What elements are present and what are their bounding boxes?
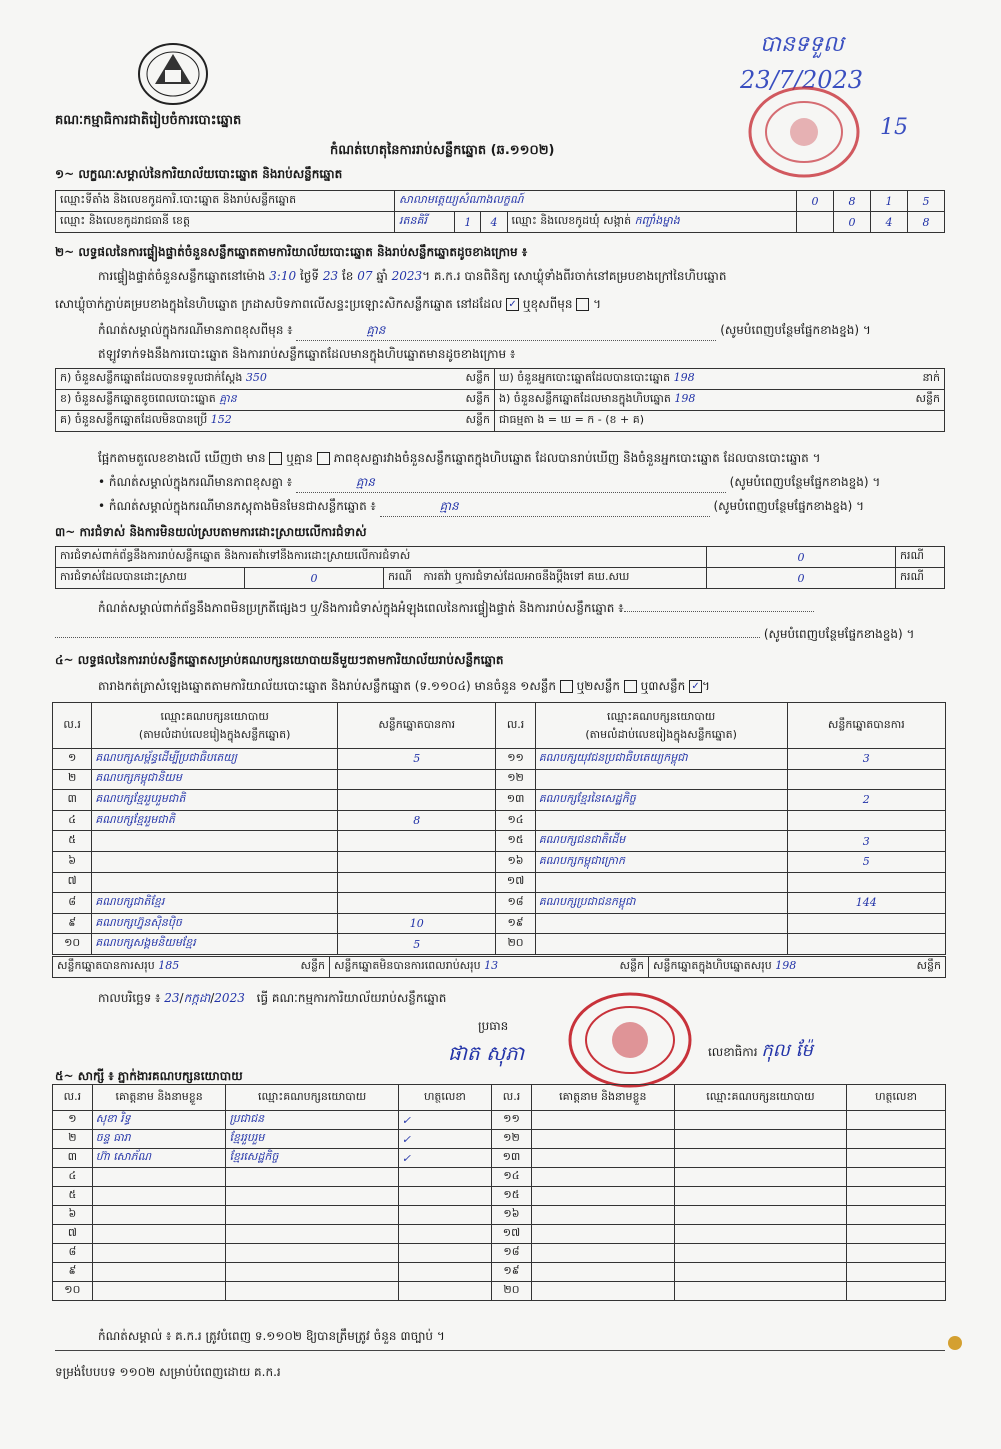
witness-signature	[398, 1187, 491, 1206]
witness-signature: ✓	[398, 1130, 491, 1149]
formula: ជាធម្មតា ង = ឃ = ក - (ខ + គ)	[495, 411, 945, 432]
objections-label: ការជំទាស់ពាក់ព័ន្ធនឹងការរាប់សន្លឹកឆ្នោត និងការតវ៉ាទៅនឹងការដោះស្រាយលើការជំទាស់	[56, 547, 707, 568]
witness-signature	[847, 1263, 946, 1282]
witness-party	[674, 1225, 846, 1244]
witness-row	[53, 1187, 946, 1206]
location-table	[55, 190, 945, 233]
result-no: ៦	[53, 851, 92, 872]
objections-count: 0	[707, 547, 896, 568]
loc-code-2: 8	[834, 191, 871, 212]
witness-name	[531, 1225, 674, 1244]
witness-name	[531, 1130, 674, 1149]
result-no: ១៦	[496, 851, 535, 872]
witness-no: ៤	[53, 1168, 93, 1187]
secretary-block: លេខាធិការ កុល ម៉ែ	[708, 1040, 813, 1061]
result-votes	[338, 851, 496, 872]
result-party	[535, 934, 787, 955]
results-row	[53, 790, 946, 811]
resolved-label: ការជំទាស់ដែលបានដោះស្រាយ	[56, 568, 245, 589]
witness-name	[531, 1282, 674, 1301]
sheet-count-line: តារាងកត់ត្រាសំឡេងឆ្នោតតាមការិយាល័យបោះឆ្នោត និងរាប់សន្លឹកឆ្នោត (ទ.១១០៤) មានចំនួន ១សន្លឹក ឬ២សន្លឹក ឬ៣សន្លឹក ✓ ។	[98, 679, 710, 693]
witness-signature	[847, 1111, 946, 1130]
result-votes	[787, 872, 945, 893]
witness-no: ១៧	[492, 1225, 532, 1244]
result-no: ១៣	[496, 790, 535, 811]
result-no: ២០	[496, 934, 535, 955]
witness-no: ១៨	[492, 1244, 532, 1263]
unchanged-checkbox[interactable]: ✓	[506, 298, 519, 311]
witness-party	[226, 1168, 398, 1187]
result-no: ១៧	[496, 872, 535, 893]
footnote: កំណត់សម្គាល់ ៖ គ.ក.រ ត្រូវបំពេញ ទ.១១០២ ឱ្យបានត្រឹមត្រូវ ចំនួន ៣ច្បាប់ ។	[98, 1329, 445, 1343]
witness-party	[674, 1149, 846, 1168]
appeal-label: ការតវ៉ា ឬការជំទាស់ដែលអាចនឹងប្តឹងទៅ គឃ.សឃ	[423, 570, 630, 583]
total-in-box: 198	[775, 959, 797, 972]
result-votes: 5	[338, 934, 496, 955]
voters-count: 198	[673, 371, 695, 384]
witness-row	[53, 1282, 946, 1301]
result-no: ១១	[496, 749, 535, 770]
objections-table: ការជំទាស់ពាក់ព័ន្ធនឹងការរាប់សន្លឹកឆ្នោត និងការតវ៉ាទៅនឹងការដោះស្រាយលើការជំទាស់ 0 ករណី ការជំទាស់ដែលបានដោះស្រាយ 0 ករណី ការតវ៉ា ឬការជំទាស់ដែលអាចនឹងប្តឹងទៅ គឃ.សឃ 0 ករណី	[55, 546, 945, 589]
bullet-note-2: • កំណត់សម្គាល់ក្នុងករណីមានភស្តុតាងមិនមែនជាសន្លឹកឆ្នោត ៖ គ្មាន (សូមបំពេញបន្ថែមផ្នែកខាងខ្នង) ។	[98, 498, 864, 517]
result-no: ១៤	[496, 810, 535, 831]
witness-signature	[847, 1244, 946, 1263]
counts-intro: ឥឡូវទាក់ទងនឹងការបោះឆ្នោត និងការរាប់សន្លឹកឆ្នោតដែលមានក្នុងហិបឆ្នោតមានដូចខាងក្រោម ៖	[98, 347, 516, 361]
received-ballots: 350	[245, 371, 267, 384]
resolved-count: 0	[245, 568, 384, 589]
witness-no: ២	[53, 1130, 93, 1149]
witness-party	[674, 1263, 846, 1282]
result-party: គណបក្សហ្វ៊ុនស៊ិនប៉ិច	[92, 913, 338, 934]
results-row	[53, 913, 946, 934]
witness-party	[674, 1187, 846, 1206]
witness-party: ប្រជាជន	[226, 1111, 398, 1130]
witness-table: ល.រ គោត្តនាម និងនាមខ្លួន ឈ្មោះគណបក្សនយោបាយ ហត្ថលេខា ល.រ គោត្តនាម និងនាមខ្លួន ឈ្មោះគណបក្សនយោបាយ ហត្ថលេខា ១ សុខា រិទ្ធ ប្រជាជន ✓ ១១ ២ ចន្ទ ធារា ខ្មែររួបរួម ✓ ១២ ៣ ហ៊ា សោភ័ណ ខ្មែរសេដ្ឋកិច្ច ✓ ១៣ ៤ ១៤ ៥ ១៥ ៦ ១៦ ៧ ១៧ ៨ ១៨ ៩ ១៩ ១០ ២០	[52, 1084, 946, 1301]
witness-signature	[847, 1282, 946, 1301]
witness-name	[92, 1168, 226, 1187]
witness-name	[531, 1149, 674, 1168]
received-date: 23/7/2023	[740, 66, 864, 94]
result-votes	[787, 769, 945, 790]
commune-value: កញ្ចាំងម្នាង	[634, 214, 680, 227]
result-party	[92, 851, 338, 872]
witness-party	[674, 1130, 846, 1149]
results-row	[53, 872, 946, 893]
witness-signature	[398, 1263, 491, 1282]
result-votes: 8	[338, 810, 496, 831]
witness-signature: ✓	[398, 1111, 491, 1130]
commune-code-2: 4	[871, 212, 908, 233]
irregularity-note-line2: (សូមបំពេញបន្ថែមផ្នែកខាងខ្នង) ។	[55, 626, 914, 644]
witness-no: ១៩	[492, 1263, 532, 1282]
result-votes	[787, 934, 945, 955]
results-row	[53, 749, 946, 770]
result-votes	[338, 790, 496, 811]
result-votes: 2	[787, 790, 945, 811]
province-value: រតនគិរី	[395, 212, 455, 233]
bullet-note-1: • កំណត់សម្គាល់ក្នុងករណីមានភាពខុសគ្នា ៖ គ្មាន (សូមបំពេញបន្ថែមផ្នែកខាងខ្នង) ។	[98, 474, 880, 493]
witness-no: ៦	[53, 1206, 93, 1225]
spoiled-ballots: គ្មាន	[219, 392, 237, 405]
result-votes	[338, 831, 496, 852]
one-sheet-checkbox[interactable]	[560, 680, 573, 693]
witness-signature	[398, 1225, 491, 1244]
witness-row	[53, 1111, 946, 1130]
witness-name	[531, 1206, 674, 1225]
counts-table: ក) ចំនួនសន្លឹកឆ្នោតដែលបានទទួលជាក់ស្តែង 350 សន្លឹក ឃ) ចំនួនអ្នកបោះឆ្នោតដែលបានបោះឆ្នោត 198 នាក់ ខ) ចំនួនសន្លឹកឆ្នោតខូចពេលបោះឆ្នោត គ្មាន សន្លឹក ង) ចំនួនសន្លឹកឆ្នោតដែលមានក្នុងហិបឆ្នោត 198 សន្លឹក គ) ចំនួនសន្លឹកឆ្នោតដែលមិនបានប្រើ 152 សន្លឹក ជាធម្មតា ង = ឃ = ក - (ខ + គ)	[55, 368, 945, 432]
witness-no: ៩	[53, 1263, 93, 1282]
witness-name	[92, 1263, 226, 1282]
witness-row	[53, 1225, 946, 1244]
commune-label: ឈ្មោះ និងលេខកូដឃុំ សង្កាត់	[511, 214, 632, 227]
result-votes: 10	[338, 913, 496, 934]
witness-name	[92, 1187, 226, 1206]
lock-line: សោឃ្លុំចាក់ភ្ជាប់គម្របខាងក្នុងនៃហិបឆ្នោត ក្រដាសបិទភាពលើសន្ទះប្រឡោះសិកសន្លឹកឆ្នោត នៅដដែល ✓ ឬខុសពីមុន ។	[55, 297, 601, 311]
witness-no: ៣	[53, 1149, 93, 1168]
result-no: ២	[53, 769, 92, 790]
nec-emblem	[135, 40, 211, 108]
witness-name	[531, 1168, 674, 1187]
section-2-title: ២~ លទ្ធផលនៃការផ្ទៀងផ្ទាត់ចំនួនសន្លឹកឆ្នោតតាមការិយាល័យបោះឆ្នោត និងរាប់សន្លឹកឆ្នោតដូចខាងក្រោម ៖	[55, 245, 528, 259]
result-votes	[787, 913, 945, 934]
result-no: ១៩	[496, 913, 535, 934]
result-no: ៨	[53, 893, 92, 914]
witness-signature	[398, 1206, 491, 1225]
result-party: គណបក្សសម្ព័ន្ធដើម្បីប្រជាធិបតេយ្យ	[92, 749, 338, 770]
verification-line: ការផ្ទៀងផ្ទាត់ចំនួនសន្លឹកឆ្នោតនៅម៉ោង 3:10 ថ្ងៃទី 23 ខែ 07 ឆ្នាំ 2023។ គ.ក.រ បានពិនិត្យ សោឃ្លុំទាំងពីរចាក់នៅគម្របខាងក្រៅនៃហិបឆ្នោត	[98, 269, 727, 283]
results-row	[53, 851, 946, 872]
witness-row	[53, 1130, 946, 1149]
bullet-note-1-value: គ្មាន	[355, 475, 375, 489]
results-row	[53, 831, 946, 852]
witness-signature	[847, 1168, 946, 1187]
result-votes: 3	[787, 749, 945, 770]
witness-signature	[847, 1149, 946, 1168]
loc-code-1: 0	[797, 191, 834, 212]
result-votes: 5	[787, 851, 945, 872]
section-5-title: ៥~ សាក្សី ៖ ភ្នាក់ងារគណបក្សនយោបាយ	[55, 1069, 243, 1083]
org-name: គណៈកម្មាធិការជាតិរៀបចំការបោះឆ្នោត	[55, 113, 242, 128]
witness-party	[226, 1225, 398, 1244]
verify-year: 2023	[391, 269, 423, 283]
loc-code-3: 1	[871, 191, 908, 212]
witness-party	[226, 1206, 398, 1225]
changed-checkbox[interactable]	[576, 298, 589, 311]
witness-no: ១៦	[492, 1206, 532, 1225]
witness-party: ខ្មែររួបរួម	[226, 1130, 398, 1149]
result-no: ៣	[53, 790, 92, 811]
totals-table: សន្លឹកឆ្នោតបានការសរុប 185 សន្លឹក សន្លឹកឆ្នោតមិនបានការពេលរាប់សរុប 13 សន្លឹក សន្លឹកឆ្នោតក្នុងហិបឆ្នោតសរុប 198 សន្លឹក	[52, 956, 946, 978]
verify-day: 23	[322, 269, 339, 283]
witness-name	[531, 1244, 674, 1263]
commune-code-1: 0	[834, 212, 871, 233]
witness-party	[674, 1244, 846, 1263]
result-party: គណបក្សជនជាតិដើម	[535, 831, 787, 852]
witness-party	[674, 1168, 846, 1187]
witness-name	[92, 1225, 226, 1244]
signing-date: កាលបរិច្ឆេទ ៖ 23/កក្កដា/2023 ធ្វើ គណៈកម្មការការិយាល័យរាប់សន្លឹកឆ្នោត	[98, 991, 447, 1005]
witness-no: ៨	[53, 1244, 93, 1263]
witness-party	[674, 1206, 846, 1225]
result-votes: 144	[787, 893, 945, 914]
witness-no: ១៣	[492, 1149, 532, 1168]
result-votes	[338, 769, 496, 790]
result-party: គណបក្សយុវជនប្រជាធិបតេយ្យកម្ពុជា	[535, 749, 787, 770]
province-label: ឈ្មោះ និងលេខកូដរាជធានី ខេត្ត	[60, 214, 190, 227]
result-votes: 3	[787, 831, 945, 852]
result-no: ៤	[53, 810, 92, 831]
witness-signature	[847, 1225, 946, 1244]
result-party: គណបក្សប្រជាជនកម្ពុជា	[535, 893, 787, 914]
witness-name	[92, 1244, 226, 1263]
witness-signature: ✓	[398, 1149, 491, 1168]
witness-no: ៥	[53, 1187, 93, 1206]
result-no: ៩	[53, 913, 92, 934]
witness-no: ២០	[492, 1282, 532, 1301]
location-value: សាលាមត្តេយ្យសំណាងលក្ខណ៍	[395, 191, 797, 212]
result-no: ១៥	[496, 831, 535, 852]
binding-hole	[948, 1336, 962, 1350]
witness-name: សុខា រិទ្ធ	[92, 1111, 226, 1130]
result-party: គណបក្សជាតិខ្មែរ	[92, 893, 338, 914]
witness-party	[226, 1187, 398, 1206]
witness-no: ១២	[492, 1130, 532, 1149]
chair-label: ប្រធាន	[478, 1019, 509, 1033]
witness-signature	[398, 1282, 491, 1301]
result-votes	[338, 893, 496, 914]
secretary-signature: កុល ម៉ែ	[761, 1040, 813, 1061]
witness-name: ចន្ទ ធារា	[92, 1130, 226, 1149]
two-sheets-checkbox[interactable]	[624, 680, 637, 693]
result-votes	[338, 872, 496, 893]
ballots-in-box: 198	[674, 392, 696, 405]
witness-signature	[847, 1130, 946, 1149]
results-row	[53, 810, 946, 831]
section-1-title: ១~ លក្ខណៈសម្គាល់នៃការិយាល័យបោះឆ្នោត និងរាប់សន្លឹកឆ្នោត	[55, 167, 343, 181]
prov-code-2: 4	[481, 212, 507, 233]
witness-row	[53, 1168, 946, 1187]
verify-month: 07	[357, 269, 373, 283]
witness-row	[53, 1244, 946, 1263]
loc-code-4: 5	[908, 191, 945, 212]
witness-signature	[847, 1187, 946, 1206]
result-party	[535, 913, 787, 934]
result-party	[92, 831, 338, 852]
witness-party	[226, 1244, 398, 1263]
result-party: គណបក្សខ្មែររួមជាតិ	[92, 810, 338, 831]
witness-name	[531, 1263, 674, 1282]
location-label: ឈ្មោះទីតាំង និងលេខកូដការិ.បោះឆ្នោត និងរាប់សន្លឹកឆ្នោត	[56, 191, 395, 212]
committee-stamp	[566, 990, 694, 1090]
result-party: គណបក្សកម្ពុជានិយម	[92, 769, 338, 790]
result-votes	[787, 810, 945, 831]
witness-row	[53, 1206, 946, 1225]
witness-name	[92, 1206, 226, 1225]
witness-name	[531, 1111, 674, 1130]
received-time: 15	[880, 115, 908, 140]
results-row	[53, 769, 946, 790]
result-party: គណបក្សសង្គមនិយមខ្មែរ	[92, 934, 338, 955]
result-party: គណបក្សកម្ពុជាក្រោក	[535, 851, 787, 872]
verify-time: 3:10	[269, 269, 297, 283]
commune-code-3: 8	[908, 212, 945, 233]
result-no: ៧	[53, 872, 92, 893]
prov-code-1: 1	[455, 212, 481, 233]
result-no: ៥	[53, 831, 92, 852]
footer-text: ទម្រង់បែបបទ ១១០២ សម្រាប់បំពេញដោយ គ.ក.រ	[55, 1365, 281, 1379]
received-stamp	[748, 86, 860, 178]
appeal-count: 0	[707, 568, 896, 589]
difference-line: ផ្អែកតាមតួលេខខាងលើ ឃើញថា មាន ឬគ្មាន ភាពខុសគ្នារវាងចំនួនសន្លឹកឆ្នោតក្នុងហិបឆ្នោត ដែលបានរាប់ឃើញ និងចំនួនអ្នកបោះឆ្នោត ដែលបានបោះឆ្នោត ។	[98, 451, 821, 465]
witness-signature	[398, 1168, 491, 1187]
witness-party	[226, 1263, 398, 1282]
results-table: ល.រ ឈ្មោះគណបក្សនយោបាយ (តាមលំដាប់លេខរៀងក្នុងសន្លឹកឆ្នោត) សន្លឹកឆ្នោតបានការ ល.រ ឈ្មោះគណបក្សនយោបាយ (តាមលំដាប់លេខរៀងក្នុងសន្លឹកឆ្នោត) សន្លឹកឆ្នោតបានការ ១ គណបក្សសម្ព័ន្ធដើម្បីប្រជាធិបតេយ្យ 5 ១១ គណបក្សយុវជនប្រជាធិបតេយ្យកម្ពុជា 3 ២ គណបក្សកម្ពុជានិយម ១២ ៣ គណបក្សខ្មែររួបរួមជាតិ ១៣ គណបក្សខ្មែរនៃសេដ្ឋកិច្ច 2 ៤ គណបក្សខ្មែររួមជាតិ 8 ១៤ ៥ ១៥ គណបក្សជនជាតិដើម 3 ៦ ១៦ គណបក្សកម្ពុជាក្រោក 5 ៧ ១៧ ៨ គណបក្សជាតិខ្មែរ ១៨ គណបក្សប្រជាជនកម្ពុជា 144 ៩ គណបក្សហ្វ៊ុនស៊ិនប៉ិច 10 ១៩ ១០ គណបក្សសង្គមនិយមខ្មែរ 5 ២០	[52, 702, 946, 955]
witness-name	[531, 1187, 674, 1206]
bullet-note-2-value: គ្មាន	[439, 499, 459, 513]
footer-rule	[55, 1350, 945, 1351]
witness-no: ១៤	[492, 1168, 532, 1187]
result-party	[92, 872, 338, 893]
witness-no: ១	[53, 1111, 93, 1130]
result-party: គណបក្សខ្មែរនៃសេដ្ឋកិច្ច	[535, 790, 787, 811]
results-row	[53, 934, 946, 955]
difference-note-value: គ្មាន	[366, 323, 386, 337]
total-valid: 185	[158, 959, 180, 972]
result-votes: 5	[338, 749, 496, 770]
unused-ballots: 152	[210, 413, 232, 426]
result-party	[535, 810, 787, 831]
witness-no: ១១	[492, 1111, 532, 1130]
witness-party	[674, 1282, 846, 1301]
no-difference-checkbox[interactable]	[317, 452, 330, 465]
section-4-title: ៤~ លទ្ធផលនៃការរាប់សន្លឹកឆ្នោតសម្រាប់គណបក្សនយោបាយនីមួយៗតាមការិយាល័យរាប់សន្លឹកឆ្នោត	[55, 653, 504, 667]
three-sheets-checkbox[interactable]: ✓	[689, 680, 702, 693]
result-no: ១៨	[496, 893, 535, 914]
results-row	[53, 893, 946, 914]
commune-cell	[507, 212, 796, 233]
chair-signature: ផាត សុភា	[448, 1041, 525, 1065]
witness-party	[226, 1282, 398, 1301]
witness-name	[92, 1282, 226, 1301]
witness-signature	[847, 1206, 946, 1225]
section-3-title: ៣~ ការជំទាស់ និងការមិនយល់ស្របតាមការដោះស្រាយលើការជំទាស់	[55, 525, 367, 539]
witness-no: ៧	[53, 1225, 93, 1244]
witness-signature	[398, 1244, 491, 1263]
has-difference-checkbox[interactable]	[269, 452, 282, 465]
result-no: ១	[53, 749, 92, 770]
form-title: កំណត់ហេតុនៃការរាប់សន្លឹកឆ្នោត (ឆ.១១០២)	[330, 143, 555, 158]
result-no: ១២	[496, 769, 535, 790]
result-party: គណបក្សខ្មែររួបរួមជាតិ	[92, 790, 338, 811]
witness-row	[53, 1149, 946, 1168]
witness-party: ខ្មែរសេដ្ឋកិច្ច	[226, 1149, 398, 1168]
witness-party	[674, 1111, 846, 1130]
witness-row	[53, 1263, 946, 1282]
difference-note: កំណត់សម្គាល់ក្នុងករណីមានភាពខុសពីមុន ៖ គ្មាន (សូមបំពេញបន្ថែមផ្នែកខាងខ្នង) ។	[98, 322, 871, 341]
received-label: បានទទួល	[760, 32, 844, 57]
witness-no: ១៥	[492, 1187, 532, 1206]
result-no: ១០	[53, 934, 92, 955]
irregularity-note: កំណត់សម្គាល់ពាក់ព័ន្ធនឹងភាពមិនប្រក្រតីផ្សេងៗ ឬ/និងការជំទាស់ក្នុងអំឡុងពេលនៃការផ្ទៀងផ្ទាត់ និងការរាប់សន្លឹកឆ្នោត ៖	[98, 600, 814, 618]
total-invalid: 13	[484, 959, 499, 972]
witness-name: ហ៊ា សោភ័ណ	[92, 1149, 226, 1168]
witness-no: ១០	[53, 1282, 93, 1301]
result-party	[535, 769, 787, 790]
result-party	[535, 872, 787, 893]
